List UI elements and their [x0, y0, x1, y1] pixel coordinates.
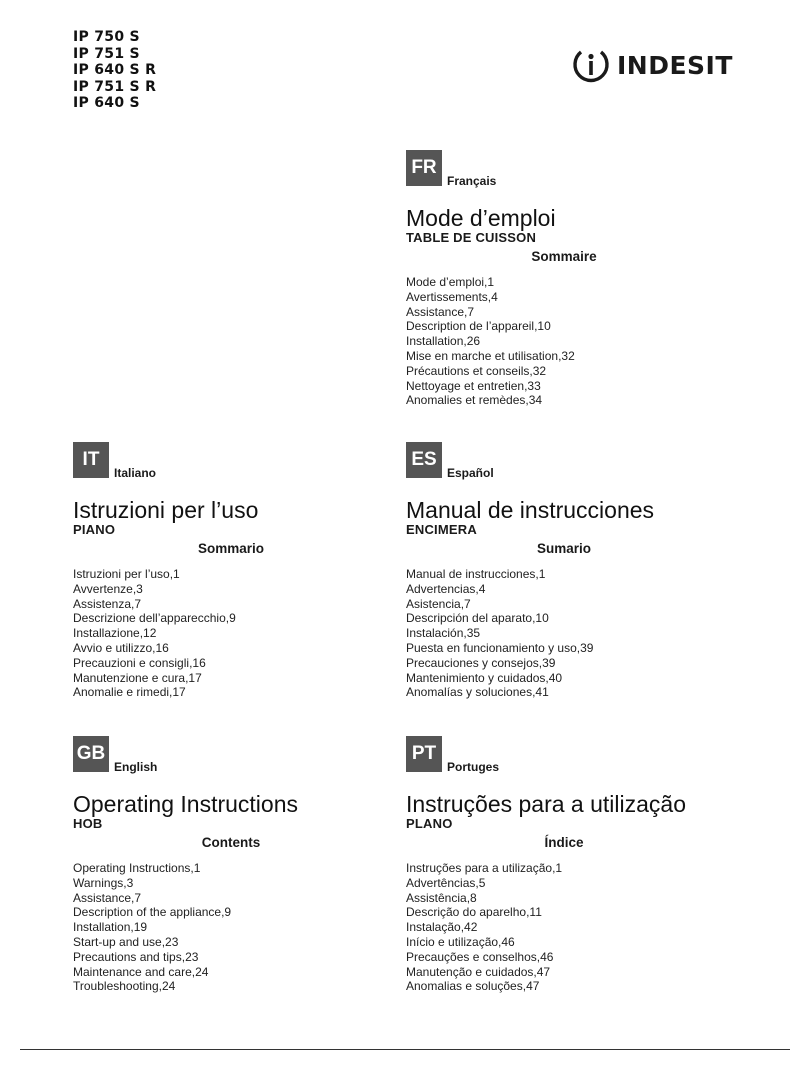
toc-item: Descrizione dell’apparecchio,9 [73, 611, 236, 626]
section-gb [73, 734, 403, 994]
toc-item: Precauzioni e consigli,16 [73, 655, 206, 670]
toc-item: Instalação,42 [406, 920, 478, 935]
manual-title: Operating Instructions [73, 791, 299, 817]
toc-item: Maintenance and care,24 [73, 964, 209, 979]
toc-item: Avvertenze,3 [73, 581, 143, 596]
language-name: Portuges [447, 760, 500, 774]
toc-item: Anomalie e rimedi,17 [73, 685, 186, 700]
toc-item: Assistance,7 [73, 890, 142, 905]
toc-item: Anomalías y soluciones,41 [406, 685, 549, 700]
model-name: IP 640 S R [73, 62, 157, 78]
toc-item: Start-up and use,23 [73, 934, 179, 949]
toc-heading: Sommaire [531, 249, 597, 264]
language-header [73, 440, 403, 478]
toc-list [73, 861, 403, 994]
toc-item: Início e utilização,46 [406, 934, 515, 949]
toc-item: Instruções para a utilização,1 [406, 861, 563, 875]
toc-item: Avertissements,4 [406, 289, 498, 304]
toc-item: Mise en marche et utilisation,32 [406, 348, 575, 363]
product-type: TABLE DE CUISSON [406, 230, 537, 245]
toc-item: Warnings,3 [73, 875, 134, 890]
toc-item: Assistenza,7 [73, 596, 142, 611]
toc-item: Troubleshooting,24 [73, 979, 176, 994]
toc-item: Assistance,7 [406, 304, 475, 319]
toc-item: Advertencias,4 [406, 581, 486, 596]
product-type: HOB [73, 816, 103, 831]
toc-item: Assistência,8 [406, 890, 477, 905]
model-name: IP 640 S [73, 95, 140, 111]
toc-heading: Contents [201, 835, 261, 850]
toc-item: Anomalias e soluções,47 [406, 979, 540, 994]
product-type: ENCIMERA [406, 522, 477, 537]
language-name: English [114, 760, 158, 774]
toc-item: Puesta en funcionamiento y uso,39 [406, 640, 594, 655]
toc-item: Asistencia,7 [406, 596, 471, 611]
toc-item: Precautions and tips,23 [73, 949, 199, 964]
model-name: IP 751 S [73, 45, 140, 62]
brand-logo [571, 45, 733, 85]
language-header [73, 734, 403, 772]
section-fr [406, 148, 736, 408]
brand-name: INDESIT [617, 50, 733, 80]
toc-item: Precauciones y consejos,39 [406, 655, 556, 670]
language-code-badge: PT [406, 736, 442, 772]
model-name: IP 750 S [73, 29, 140, 45]
language-header [406, 148, 736, 186]
toc-list [406, 861, 736, 994]
toc-item: Precauções e conselhos,46 [406, 949, 554, 964]
language-name: Français [447, 174, 497, 188]
toc-item: Installation,26 [406, 334, 481, 349]
toc-item: Descrição do aparelho,11 [406, 905, 542, 920]
manual-title: Instruções para a utilização [406, 791, 686, 817]
language-name: Italiano [114, 466, 157, 480]
toc-item: Précautions et conseils,32 [406, 363, 547, 378]
toc-item: Instalación,35 [406, 626, 481, 641]
section-es [406, 440, 736, 700]
toc-item: Operating Instructions,1 [73, 861, 201, 875]
toc-item: Mantenimiento y cuidados,40 [406, 670, 563, 685]
language-header [406, 440, 736, 478]
toc-item: Installation,19 [73, 920, 148, 935]
language-code-badge: IT [73, 442, 109, 478]
toc-item: Manual de instrucciones,1 [406, 567, 546, 581]
indesit-logo-icon [571, 45, 611, 85]
product-type: PLANO [406, 816, 453, 831]
toc-item: Descripción del aparato,10 [406, 611, 549, 626]
toc-item: Manutenzione e cura,17 [73, 670, 202, 685]
toc-item: Anomalies et remèdes,34 [406, 393, 543, 408]
toc-heading: Sommario [197, 541, 265, 556]
toc-item: Advertências,5 [406, 875, 486, 890]
toc-item: Nettoyage et entretien,33 [406, 378, 541, 393]
toc-list [406, 275, 736, 408]
toc-item: Description of the appliance,9 [73, 905, 232, 920]
footer-divider [20, 1049, 790, 1050]
language-code-badge: GB [73, 736, 109, 772]
product-type: PIANO [73, 522, 116, 537]
language-header [406, 734, 736, 772]
manual-title: Mode d’emploi [406, 205, 556, 231]
manual-title: Istruzioni per l’uso [73, 497, 259, 523]
section-pt [406, 734, 736, 994]
toc-item: Avvio e utilizzo,16 [73, 640, 169, 655]
toc-item: Mode d’emploi,1 [406, 275, 495, 289]
language-name: Español [447, 466, 494, 480]
model-name: IP 751 S R [73, 78, 157, 95]
toc-item: Installazione,12 [73, 626, 157, 641]
toc-list [73, 567, 403, 700]
toc-item: Manutenção e cuidados,47 [406, 964, 551, 979]
toc-heading: Sumario [536, 541, 591, 556]
toc-item: Description de l’appareil,10 [406, 319, 551, 334]
manual-title: Manual de instrucciones [406, 497, 655, 523]
language-code-badge: FR [406, 150, 442, 186]
language-code-badge: ES [406, 442, 442, 478]
model-list [73, 29, 156, 112]
toc-heading: Índice [544, 835, 584, 850]
toc-list [406, 567, 736, 700]
section-it [73, 440, 403, 700]
toc-item: Istruzioni per l’uso,1 [73, 567, 180, 581]
